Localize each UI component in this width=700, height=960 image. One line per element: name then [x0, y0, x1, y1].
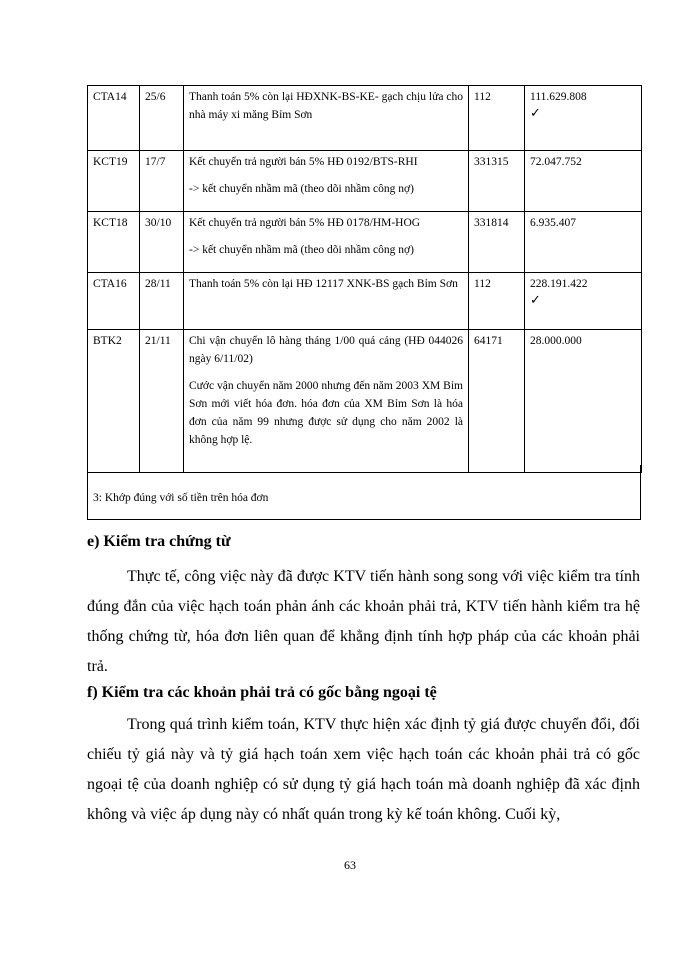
description-line: Kết chuyển trả người bán 5% HĐ 0178/HM-HOG — [189, 217, 421, 229]
cell-amount — [525, 86, 642, 151]
cell-date: 21/11 — [140, 330, 184, 473]
cell-description — [184, 273, 469, 330]
page-number: 63 — [344, 858, 356, 872]
description-line: Chi vận chuyển lô hàng tháng 1/00 quá cảng (HĐ 044026 ngày 6/11/02) — [189, 335, 463, 365]
cell-description — [184, 212, 469, 273]
cell-code: KCT18 — [88, 212, 140, 273]
cell-account: 112 — [469, 273, 525, 330]
amount-value: 228.191.422 — [530, 278, 588, 290]
description-line: Cước vận chuyển năm 2000 nhưng đến năm 2003 XM Bỉm Sơn mới viết hóa đơn. hóa đơn của XM Bỉm Sơn là hóa đơn của năm 99 nhưng được sử dụng cho năm 2002 là không hợp lệ. — [189, 380, 463, 446]
table-row — [88, 212, 642, 273]
cell-description — [184, 86, 469, 151]
amount-value: 111.629.808 — [530, 91, 587, 103]
amount-value: 28.000.000 — [530, 335, 582, 347]
description-line: Thanh toán 5% còn lại HĐ 12117 XNK-BS gạch Bỉm Sơn — [189, 278, 458, 290]
cell-code: KCT19 — [88, 151, 140, 212]
table-note — [87, 465, 641, 520]
cell-date: 28/11 — [140, 273, 184, 330]
cell-code: CTA16 — [88, 273, 140, 330]
description-line: -> kết chuyển nhầm mã (theo dõi nhầm công nợ) — [189, 244, 414, 256]
cell-account: 112 — [469, 86, 525, 151]
cell-code: BTK2 — [88, 330, 140, 473]
cell-account: 331814 — [469, 212, 525, 273]
table-row — [88, 151, 642, 212]
cell-date: 17/7 — [140, 151, 184, 212]
cell-amount — [525, 151, 642, 212]
cell-date: 25/6 — [140, 86, 184, 151]
cell-amount — [525, 212, 642, 273]
section-paragraph-e: Thực tế, công việc này đã được KTV tiến hành song song với việc kiểm tra tính đúng đắn của việc hạch toán phản ánh các khoản phải trả, KTV tiến hành kiểm tra hệ thống chứng từ, hóa đơn liên quan để khẳng định tính hợp pháp của các khoản phải trả. — [87, 568, 640, 675]
note-text: 3: Khớp đúng với số tiền trên hóa đơn — [93, 492, 269, 504]
section-heading-f: f) Kiểm tra các khoản phải trả có gốc bằng ngoại tệ — [87, 684, 437, 701]
ledger-table — [87, 85, 641, 473]
cell-amount — [525, 273, 642, 330]
description-line: -> kết chuyển nhầm mã (theo dõi nhầm công nợ) — [189, 183, 414, 195]
cell-amount — [525, 330, 642, 473]
cell-description — [184, 151, 469, 212]
checkmark-icon: ✓ — [530, 292, 541, 307]
table-row — [88, 86, 642, 151]
amount-value: 72.047.752 — [530, 156, 582, 168]
table-row — [88, 330, 642, 473]
cell-account: 64171 — [469, 330, 525, 473]
cell-description — [184, 330, 469, 473]
cell-account: 331315 — [469, 151, 525, 212]
cell-date: 30/10 — [140, 212, 184, 273]
checkmark-icon: ✓ — [530, 105, 541, 120]
table-row — [88, 273, 642, 330]
description-line: Kết chuyển trả người bán 5% HĐ 0192/BTS-RHI — [189, 156, 418, 168]
cell-code: CTA14 — [88, 86, 140, 151]
amount-value: 6.935.407 — [530, 217, 576, 229]
description-line: Thanh toán 5% còn lại HĐXNK-BS-KE- gạch chịu lửa cho nhà máy xi măng Bỉm Sơn — [189, 91, 463, 121]
section-heading-e: e) Kiểm tra chứng từ — [87, 533, 231, 550]
section-paragraph-f: Trong quá trình kiểm toán, KTV thực hiện xác định tỷ giá được chuyển đổi, đối chiếu tỷ giá này và tỷ giá hạch toán xem việc hạch toán các khoản phải trả có gốc ngoại tệ của doanh nghiệp có sử dụng tỷ giá hạch toán mà doanh nghiệp đã xác định không và việc áp dụng này có nhất quán trong kỳ kế toán không. Cuối kỳ, — [87, 716, 640, 823]
